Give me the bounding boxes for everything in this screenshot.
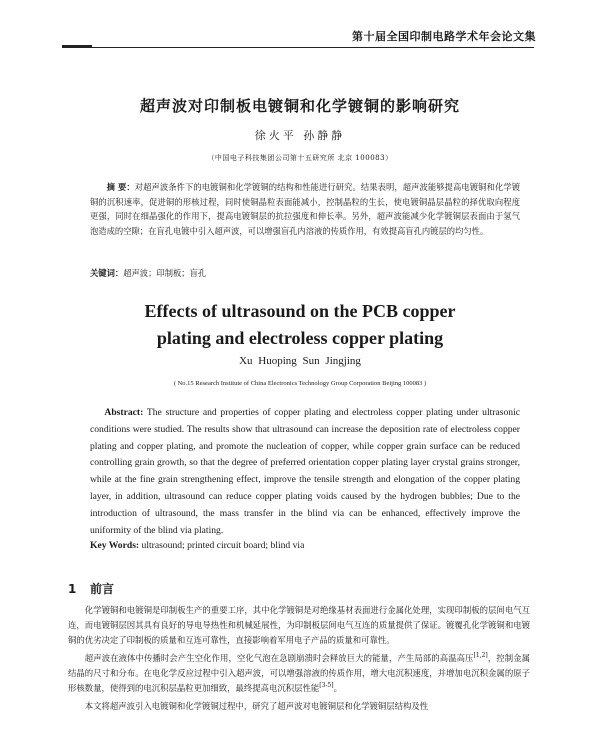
body-paragraph-2-part-c: 。 (333, 683, 342, 693)
english-keywords-text: ultrasound; printed circuit board; blind via (141, 540, 305, 551)
citation-2: [3-5] (319, 682, 334, 690)
english-abstract-label: Abstract: (104, 407, 144, 418)
chinese-authors: 徐火平 孙静静 (254, 129, 346, 142)
english-title-line-1: Effects of ultrasound on the PCB copper (144, 301, 456, 321)
chinese-abstract-text: 对超声波条件下的电镀铜和化学镀铜的结构和性能进行研究。结果表明，超声波能够提高电镀铜和化学镀铜的沉积速率，促进铜的形核过程，同时使铜晶粒表面能减小，控制晶粒的生长，使电镀铜晶层晶粒的择优取向程度更强，同时在细晶强化的作用下，提高电镀铜层的抗拉强度和伸长率。另外，超声波能减少化学镀铜层表面由于氢气泡造成的空隙；在盲孔电镀中引入超声波，可以增强盲孔内溶液的传质作用，有效提高盲孔内镀层的均匀性。 (90, 182, 520, 236)
section-title: 前言 (90, 582, 115, 596)
chinese-keywords-text: 超声波；印制板；盲孔 (123, 268, 207, 278)
body-paragraph-2 (68, 651, 530, 696)
english-abstract-text: The structure and properties of copper plating and electroless copper plating under ultrasonic conditions were studied. The results show that ultrasound can increase the deposition rate of electroless copper plating and copper plating, and promote the nucleation of copper, while copper grain surface can be reduced controlling grain growth, so that the degree of preferred orientation copper plating layer crystal grains stronger, while at the fine grain strengthening effect, improve the tensile strength and elongation of the copper plating layer, in addition, ultrasound can reduce copper plating voids caused by the hydrogen bubbles; Due to the introduction of ultrasound, the mass transfer in the blind via can be enhanced, effectively improve the uniformity of the blind via plating. (90, 407, 520, 536)
section-heading (68, 580, 114, 597)
section-number: 1 (68, 582, 77, 596)
english-affiliation: ( No.15 Research Institute of China Electronics Technology Group Corporation Beijing 100083 ) (173, 380, 427, 387)
header-rule (62, 47, 534, 48)
chinese-keywords (90, 267, 520, 279)
body-paragraph-3: 本文将超声波引入电镀铜和化学镀铜过程中，研究了超声波对电镀铜层和化学镀铜层结构及性 (84, 701, 429, 711)
running-header: 第十届全国印制电路学术年会论文集 (352, 30, 536, 43)
chinese-affiliation: （中国电子科技集团公司第十五研究所 北京 100083） (207, 154, 393, 162)
english-authors: Xu Huoping Sun Jingjing (239, 355, 361, 367)
english-title (0, 298, 600, 352)
chinese-abstract-label: 摘 要： (106, 182, 135, 192)
body-text (68, 603, 530, 717)
english-abstract (90, 405, 520, 539)
english-keywords (90, 540, 520, 551)
body-paragraph-2-part-a: 超声波在液体中传播时会产生空化作用，空化气泡在急剧崩溃时会释放巨大的能量，产生局部的高温高压 (84, 653, 474, 663)
citation-1: [1,2] (473, 652, 488, 660)
body-paragraph-1: 化学镀铜和电镀铜是印制板生产的重要工序，其中化学镀铜是对绝缘基材表面进行金属化处理，实现印制板的层间电气互连，而电镀铜层因其具有良好的导电导热性和机械延展性，为印制板层间电气互连的质量提供了保证。镀覆孔化学镀铜和电镀铜的优劣决定了印制板的质量和互连可靠性，直接影响着军用电子产品的质量和可靠性。 (68, 605, 530, 645)
chinese-keywords-label: 关键词： (90, 268, 124, 278)
body-paragraph-2-part-b: ，控制金属结晶的尺寸和分布。在电化学反应过程中引入超声波，可以增强溶液的传质作用，增大电沉积速度，并增加电沉积金属的原子形核数量，使得到的电沉积层晶粒更加细致，最终提高电沉积层性能 (68, 653, 531, 693)
chinese-abstract (90, 180, 520, 238)
english-title-line-2: plating and electroless copper plating (156, 328, 444, 348)
english-keywords-label: Key Words: (90, 540, 140, 551)
chinese-title: 超声波对印制板电镀铜和化学镀铜的影响研究 (139, 97, 460, 115)
